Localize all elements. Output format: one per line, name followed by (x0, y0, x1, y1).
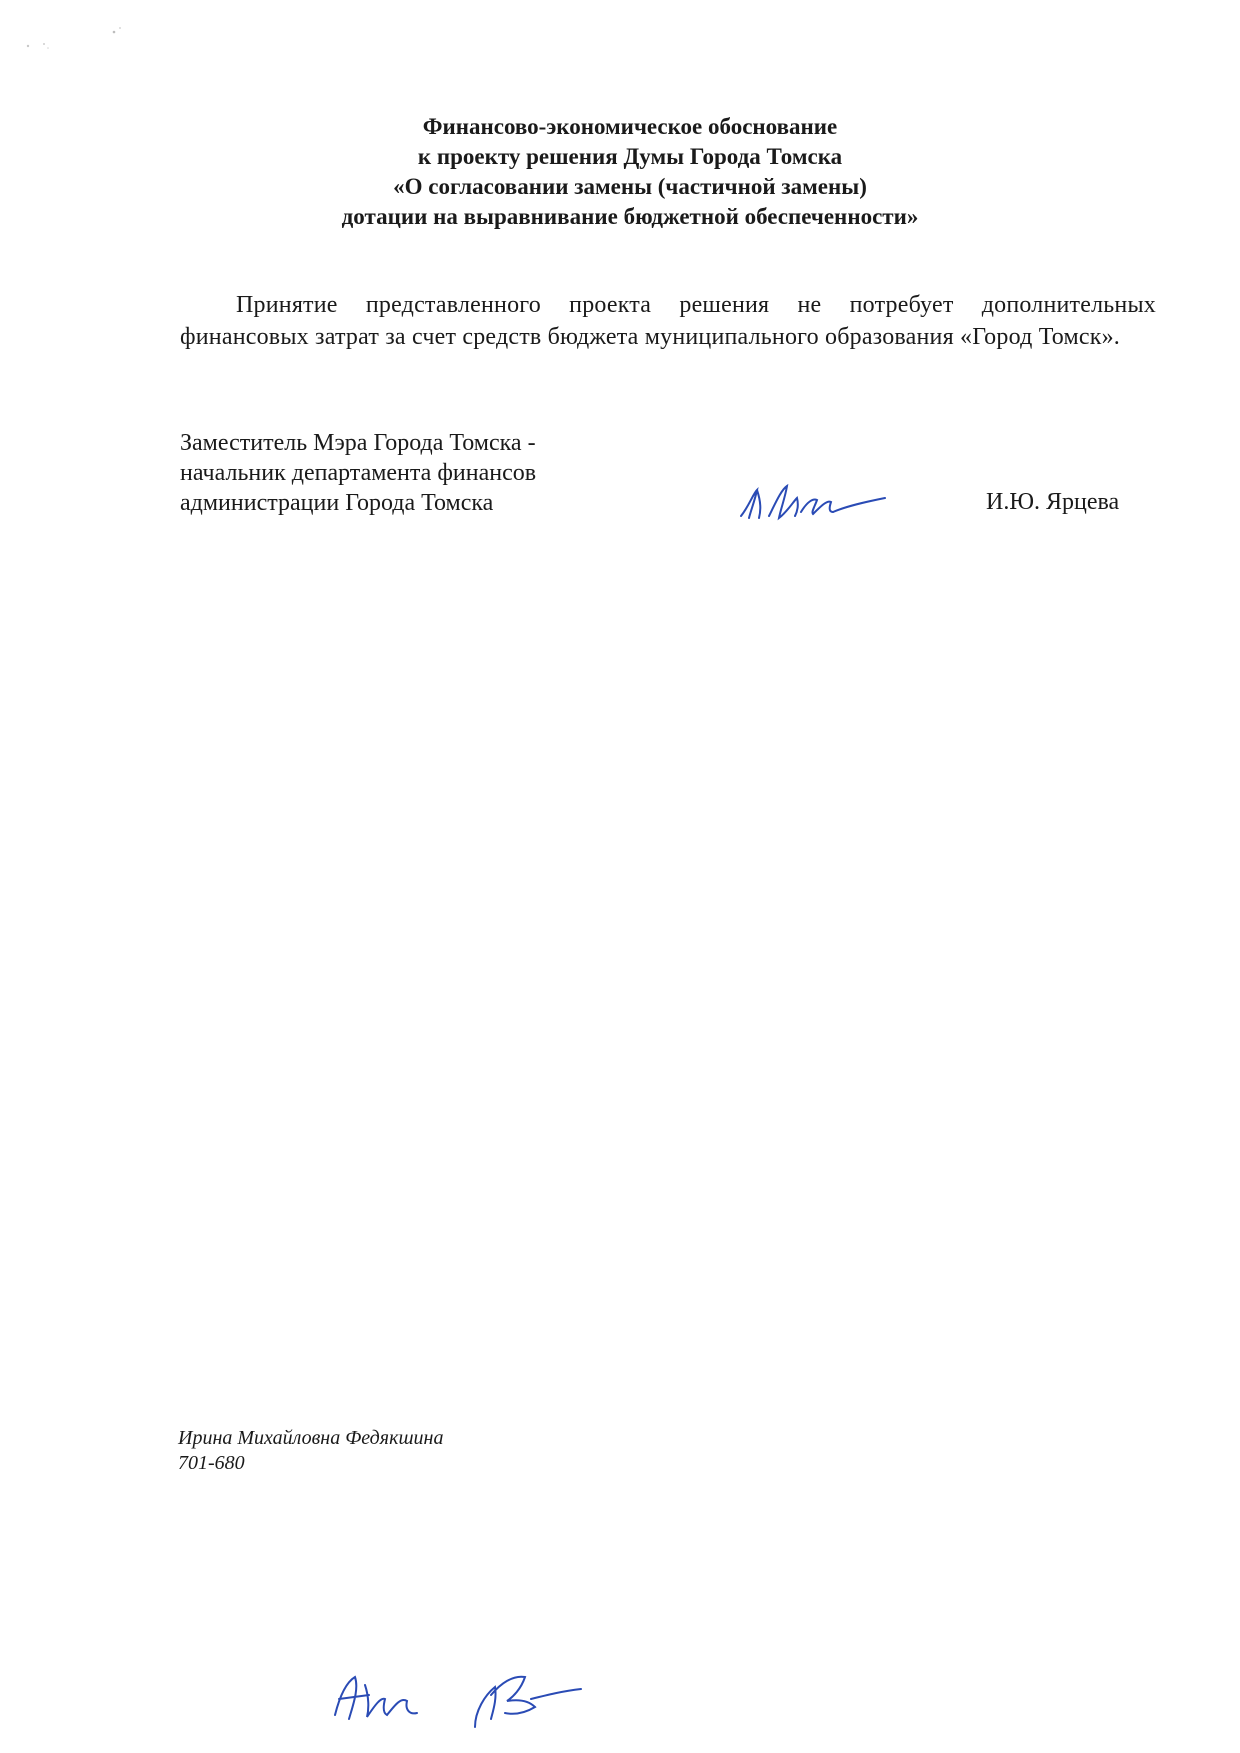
document-title (150, 112, 1110, 232)
signer-name: И.Ю. Ярцева (986, 489, 1120, 515)
scan-artifact-marks (20, 18, 130, 58)
handwritten-signature (735, 476, 895, 526)
executor-info (178, 1426, 443, 1476)
title-line-2: к проекту решения Думы Города Томска (417, 144, 843, 169)
body-paragraph: Принятие представленного проекта решения не потребует дополнительных финансовых затрат за счет средств бюджета муниципального образования «Город Томск». (180, 292, 1156, 350)
signer-position-line-1: Заместитель Мэра Города Томска - (180, 430, 536, 456)
signer-position (180, 428, 640, 518)
signer-position-line-2: начальник департамента финансов (180, 460, 537, 486)
title-line-4: дотации на выравнивание бюджетной обеспеченности» (341, 204, 919, 229)
title-line-3: «О согласовании замены (частичной замены) (393, 174, 867, 199)
title-line-1: Финансово-экономическое обоснование (422, 114, 838, 139)
executor-name: Ирина Михайловна Федякшина (178, 1427, 444, 1449)
approval-signatures (325, 1655, 625, 1735)
signer-position-line-3: администрации Города Томска (180, 490, 494, 516)
executor-phone: 701-680 (178, 1452, 245, 1474)
